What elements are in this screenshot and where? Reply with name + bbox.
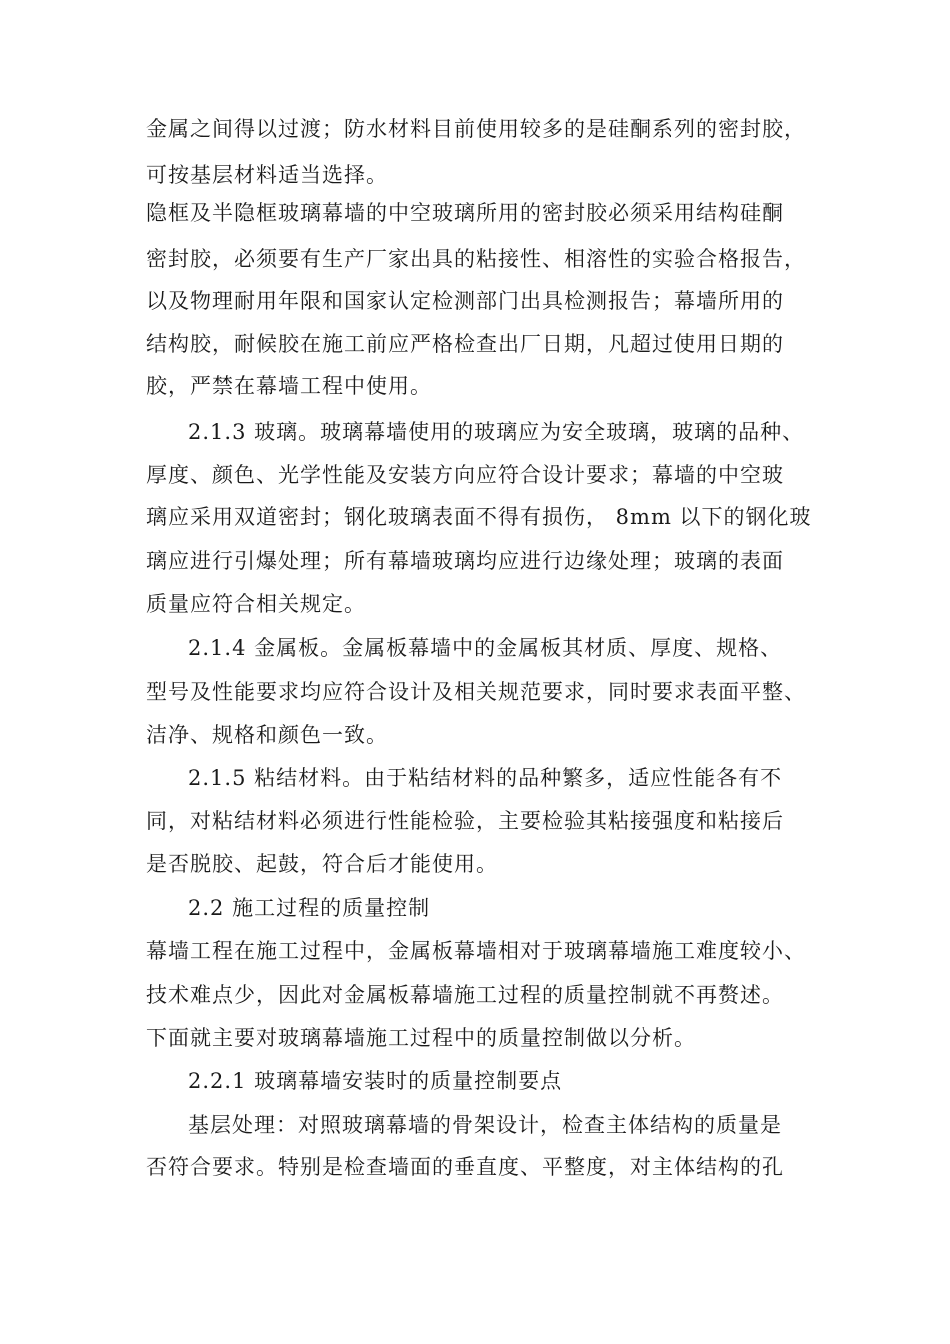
text-line: 基层处理：对照玻璃幕墙的骨架设计，检查主体结构的质量是	[188, 1113, 782, 1137]
text-line: 胶，严禁在幕墙工程中使用。	[146, 374, 432, 398]
text-line: 璃应进行引爆处理；所有幕墙玻璃均应进行边缘处理；玻璃的表面	[146, 549, 784, 573]
text-line: 结构胶，耐候胶在施工前应严格检查出厂日期，凡超过使用日期的	[146, 332, 784, 356]
text-line: 金属之间得以过渡；防水材料目前使用较多的是硅酮系列的密封胶，	[146, 117, 806, 141]
text-line: 洁净、规格和颜色一致。	[146, 723, 388, 747]
text-line: 是否脱胶、起鼓，符合后才能使用。	[146, 852, 498, 876]
text-line: 技术难点少，因此对金属板幕墙施工过程的质量控制就不再赘述。	[146, 983, 784, 1007]
text-line: 下面就主要对玻璃幕墙施工过程中的质量控制做以分析。	[146, 1026, 696, 1050]
text-line: 厚度、颜色、光学性能及安装方向应符合设计要求；幕墙的中空玻	[146, 463, 784, 487]
text-line: 2.1.3 玻璃。玻璃幕墙使用的玻璃应为安全玻璃，玻璃的品种、	[188, 420, 805, 444]
text-line: 2.1.5 粘结材料。由于粘结材料的品种繁多，适应性能各有不	[188, 766, 783, 790]
text-line: 可按基层材料适当选择。	[146, 163, 388, 187]
text-line: 否符合要求。特别是检查墙面的垂直度、平整度，对主体结构的孔	[146, 1155, 784, 1179]
section-heading: 2.2.1 玻璃幕墙安装时的质量控制要点	[188, 1069, 563, 1093]
text-line: 质量应符合相关规定。	[146, 592, 366, 616]
text-line: 同，对粘结材料必须进行性能检验，主要检验其粘接强度和粘接后	[146, 809, 784, 833]
text-line: 2.1.4 金属板。金属板幕墙中的金属板其材质、厚度、规格、	[188, 636, 783, 660]
text-line: 型号及性能要求均应符合设计及相关规范要求，同时要求表面平整、	[146, 680, 806, 704]
text-line: 璃应采用双道密封；钢化玻璃表面不得有损伤， 8mm 以下的钢化玻	[146, 505, 812, 529]
text-line: 密封胶，必须要有生产厂家出具的粘接性、相溶性的实验合格报告，	[146, 247, 806, 271]
text-line: 幕墙工程在施工过程中，金属板幕墙相对于玻璃幕墙施工难度较小、	[146, 939, 806, 963]
section-heading: 2.2 施工过程的质量控制	[188, 896, 431, 920]
text-line: 以及物理耐用年限和国家认定检测部门出具检测报告；幕墙所用的	[146, 289, 784, 313]
text-line: 隐框及半隐框玻璃幕墙的中空玻璃所用的密封胶必须采用结构硅酮	[146, 201, 784, 225]
